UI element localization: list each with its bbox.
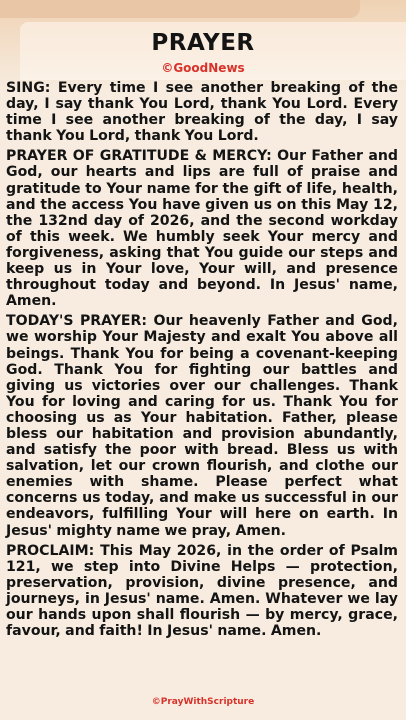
sing-paragraph: SING: Every time I see another breaking of the day, I say thank You Lord, thank You Lord. Every time I see another breaking of the day, I say thank You Lord, thank You Lord. — [6, 80, 398, 145]
source-credit: ©GoodNews — [161, 61, 245, 75]
footer-credit: ©PrayWithScripture — [151, 697, 255, 707]
decorative-strip — [0, 0, 360, 18]
todays-prayer-paragraph: TODAY'S PRAYER: Our heavenly Father and God, we worship Your Majesty and exalt You above all beings. Thank You for being a covenant-keeping God. Thank You for fighting our battles and giving us victories over our challenges. Thank You for loving and caring for us. Thank You for choosing us as Your habitation. Father, please bless our habitation and provision abundantly, and satisfy the poor with bread. Bless us with salvation, let our crown flourish, and clothe our enemies with shame. Please perfect what concerns us today, and make us successful in our endeavors, fulfilling Your will here on earth. In Jesus' mighty name we pray, Amen. — [6, 313, 398, 539]
proclaim-paragraph: PROCLAIM: This May 2026, in the order of Psalm 121, we step into Divine Helps — protection, preservation, provision, divine presence, and journeys, in Jesus' name. Amen. Whatever we lay our hands upon shall flourish — by mercy, grace, favour, and faith! In Jesus' name. Amen. — [6, 542, 398, 640]
page-title: PRAYER — [151, 30, 255, 56]
prayer-body — [6, 80, 398, 643]
gratitude-prayer-paragraph: PRAYER OF GRATITUDE & MERCY: Our Father and God, our hearts and lips are full of praise and gratitude to Your name for the gift of life, health, and the access You have given us on this May 12, the 132nd day of 2026, and the second workday of this week. We humbly seek Your mercy and forgiveness, asking that You guide our steps and keep us in Your love, Your will, and presence throughout today and beyond. In Jesus' name, Amen. — [6, 148, 398, 310]
